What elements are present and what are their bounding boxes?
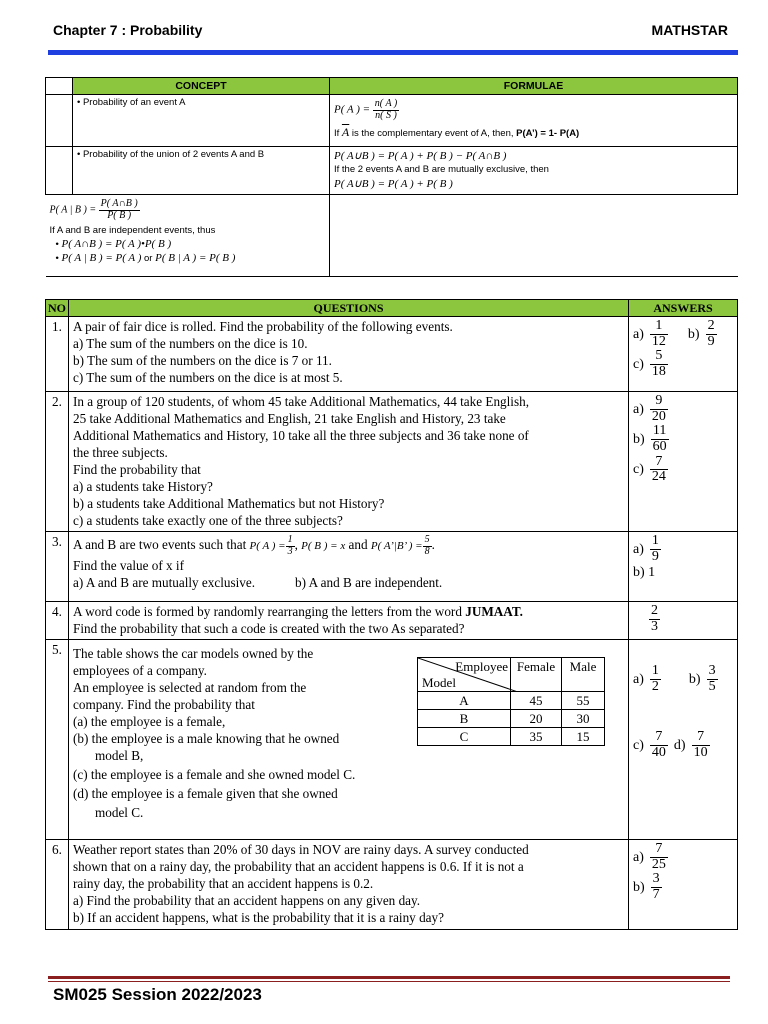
answer-cell: a) $\frac{9}{20}$ b) $\frac{11}{60}$ c) $\frac{7}{24}$	[629, 392, 738, 532]
answer-cell: $\frac{2}{3}$	[629, 602, 738, 640]
question-text: The table shows the car models owned by the employees of a company. An employee is selected at random from the company. Find the probability that (a) the employee is a female, (b) the employee is a male knowing that he owned model B, (c) the employee is a female and she owned model C. (d) the employee is a female given that she owned model C. Employee Model Female Male A 45 55 B 20 30 C 35 15	[69, 640, 629, 840]
chapter-title: Chapter 7 : Probability	[53, 22, 203, 38]
formula-spacer-cell	[330, 195, 738, 277]
car-model-table: Employee Model Female Male A 45 55 B 20 30 C 35 15	[417, 657, 605, 746]
question-number: 4.	[46, 602, 69, 640]
formula-conditional: P( A | B ) = $\frac{P( A\cap B )}{P( B )}$	[49, 198, 138, 221]
question-number: 6.	[46, 840, 69, 930]
formula-union: P( A∪B ) = P( A ) + P( B ) − P( A∩B )	[334, 150, 507, 162]
question-row	[46, 532, 738, 602]
concept-header: CONCEPT	[73, 78, 330, 95]
independent-bullet-2: • P( A | B ) = P( A ) or P( B | A ) = P( B )	[55, 252, 236, 264]
conditional-cell	[46, 195, 330, 277]
question-row	[46, 602, 738, 640]
question-text: A and B are two events such that P( A ) = $\frac{1}{3}$ , P( B ) = x and P( A’|B’ ) = $\frac{5}{8}$ . Find the value of x if a) A and B are mutually exclusive. b) A and B are independent.	[69, 532, 629, 602]
question-row	[46, 640, 738, 840]
question-row	[46, 392, 738, 532]
question-number: 1.	[46, 317, 69, 392]
question-text: A pair of fair dice is rolled. Find the probability of the following events. a) The sum of the numbers on the dice is 10. b) The sum of the numbers on the dice is 7 or 11. c) The sum of the numbers on the dice is at most 5.	[69, 317, 629, 392]
question-number: 5.	[46, 640, 69, 840]
concept-cell: • Probability of the union of 2 events A and B	[73, 147, 330, 195]
formula-cell	[330, 95, 738, 147]
brand-name: MATHSTAR	[651, 22, 728, 38]
concept-text: Probability of the union of 2 events A and B	[82, 149, 265, 160]
answer-cell: a) $\frac{7}{25}$ b) $\frac{3}{7}$	[629, 840, 738, 930]
concept-text: Probability of an event A	[82, 97, 186, 108]
exclusive-note: If the 2 events A and B are mutually exclusive, then	[334, 164, 549, 175]
question-number: 3.	[46, 532, 69, 602]
session-footer: SM025 Session 2022/2023	[53, 985, 262, 1004]
formulae-header: FORMULAE	[330, 78, 738, 95]
question-row	[46, 840, 738, 930]
formula-cell	[330, 147, 738, 195]
answer-cell: a) $\frac{1}{2}$ b) $\frac{3}{5}$ c) $\frac{7}{40}$ d) $\frac{7}{10}$	[629, 640, 738, 840]
footer-rule	[48, 976, 730, 979]
header-rule	[48, 50, 738, 55]
independent-note: If A and B are independent events, thus	[49, 225, 216, 236]
formula-probability: P( A ) = $\frac{n( A )}{n( S )}$	[334, 98, 398, 121]
question-text: In a group of 120 students, of whom 45 take Additional Mathematics, 44 take English, 25 take Additional Mathematics and English, 21 take English and History, 23 take Additional Mathematics and History, 10 take all the three subjects and 36 take none of the three subjects. Find the probability that a) a students take History? b) a students take Additional Mathematics but not History? c) a students take exactly one of the three subjects?	[69, 392, 629, 532]
concept-spacer-cell	[46, 95, 73, 147]
formula-union-exclusive: P( A∪B ) = P( A ) + P( B )	[334, 178, 453, 190]
answers-header: ANSWERS	[629, 300, 738, 317]
questions-header: QUESTIONS	[69, 300, 629, 317]
independent-bullet-1: • P( A∩B ) = P( A )•P( B )	[55, 238, 172, 250]
question-text: Weather report states than 20% of 30 days in NOV are rainy days. A survey conducted shown that on a rainy day, the probability that an accident happens is 0.6. If it is not a rainy day, the probability that an accident happens is 0.2. a) Find the probability that an accident happens on any given day. b) If an accident happens, what is the probability that it is a rainy day?	[69, 840, 629, 930]
footer-rule-thin	[48, 981, 730, 982]
no-header: NO	[46, 300, 69, 317]
answer-cell: a) $\frac{1}{12}$ b) $\frac{2}{9}$ c) $\frac{5}{18}$	[629, 317, 738, 392]
concept-spacer-cell	[46, 78, 73, 95]
question-text: A word code is formed by randomly rearranging the letters from the word JUMAAT. Find the probability that such a code is created with the two As separated?	[69, 602, 629, 640]
concept-spacer-cell	[46, 147, 73, 195]
concept-table	[45, 77, 738, 277]
question-number: 2.	[46, 392, 69, 532]
concept-cell: • Probability of an event A	[73, 95, 330, 147]
complement-note: If $\overline{A}$ is the complementary event of A, then, P(A’) = 1- P(A)	[334, 125, 580, 139]
questions-table	[45, 299, 738, 930]
diagonal-header-cell: Employee Model	[418, 658, 511, 692]
answer-cell: a) $\frac{1}{9}$ b) 1	[629, 532, 738, 602]
question-row	[46, 317, 738, 392]
